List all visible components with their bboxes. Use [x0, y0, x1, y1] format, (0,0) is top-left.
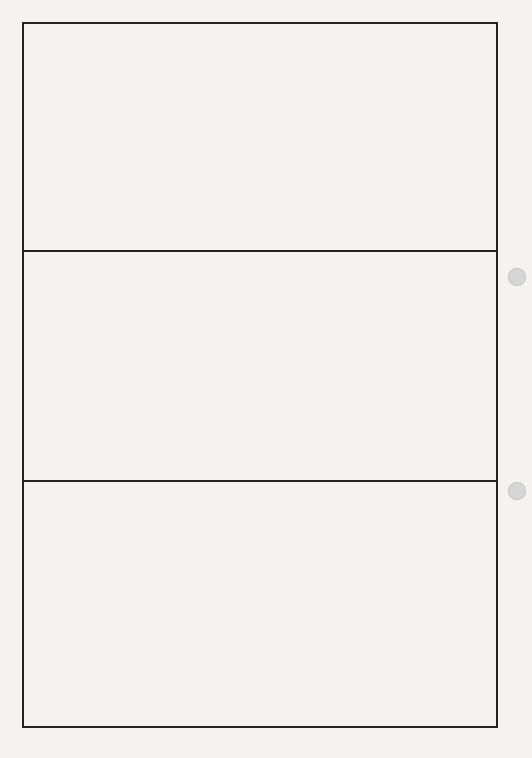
section-top — [24, 24, 496, 252]
section-middle — [24, 252, 496, 482]
content-frame — [22, 22, 498, 728]
section-bottom — [24, 482, 496, 726]
punch-hole-top — [508, 268, 526, 286]
punch-hole-bottom — [508, 482, 526, 500]
